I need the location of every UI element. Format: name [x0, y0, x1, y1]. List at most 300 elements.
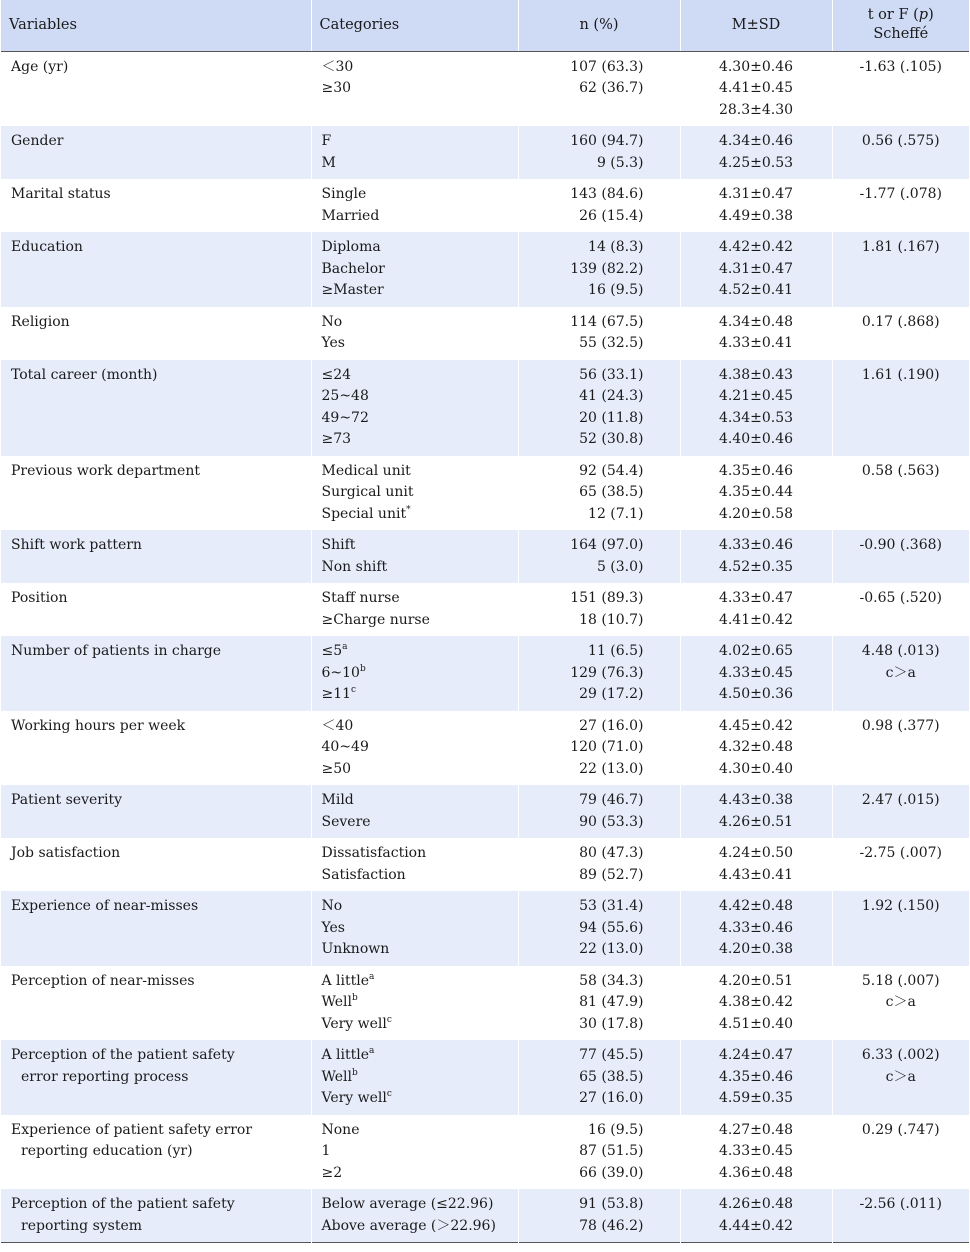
- mean-sd-value: 4.49±0.38: [718, 207, 794, 224]
- categories-cell: [311, 785, 518, 838]
- category-label: ≥11: [321, 686, 352, 702]
- n-percent-value: 52 (30.8): [579, 431, 644, 447]
- mean-sd-value: 4.41±0.45: [718, 80, 794, 96]
- n-percent-cell: [518, 126, 680, 179]
- category-label: F: [321, 133, 332, 149]
- n-percent-value: 14 (8.3): [588, 239, 644, 255]
- variable-name: Perception of the patient safety: [11, 1196, 235, 1212]
- n-percent-value: 77 (45.5): [579, 1047, 644, 1063]
- category-label: 40~49: [321, 739, 369, 755]
- mean-sd-value: 4.26±0.51: [718, 813, 794, 830]
- mean-sd-value: 4.43±0.41: [718, 866, 794, 883]
- mean-sd-cell: [680, 1189, 832, 1243]
- table-row: [1, 360, 969, 456]
- mean-sd-value: 4.33±0.46: [718, 537, 794, 553]
- category-label: ＜30: [321, 58, 354, 75]
- mean-sd-value: 4.36±0.48: [718, 1164, 794, 1181]
- categories-cell: [311, 360, 518, 456]
- variable-name: reporting education (yr): [21, 1143, 193, 1159]
- variable-name: Perception of near-misses: [11, 972, 195, 989]
- n-percent-value: 56 (33.1): [579, 366, 644, 383]
- n-percent-value: 27 (16.0): [579, 1090, 644, 1106]
- categories-cell: [311, 530, 518, 583]
- header-test-line2: Scheffé: [873, 26, 929, 43]
- table-row: [1, 51, 969, 126]
- n-percent-value: 92 (54.4): [579, 462, 644, 479]
- category-label: 6~10: [321, 664, 360, 681]
- mean-sd-value: 4.45±0.42: [718, 717, 794, 734]
- test-statistic-value: 1.81 (.167): [861, 239, 940, 255]
- category-label: Well: [321, 994, 352, 1010]
- n-percent-value: 18 (10.7): [579, 611, 644, 628]
- category-item: [322, 1067, 510, 1089]
- table-row: [1, 711, 969, 786]
- variable-cell: [1, 232, 311, 307]
- table-row: [1, 966, 969, 1041]
- categories-cell: [311, 711, 518, 786]
- category-superscript: *: [406, 504, 411, 515]
- category-item: [322, 1194, 510, 1216]
- variable-cell: [1, 1115, 311, 1190]
- category-item: [322, 504, 510, 526]
- test-statistic-value: -1.63 (.105): [859, 58, 942, 75]
- mean-sd-value: 4.24±0.47: [718, 1047, 794, 1063]
- category-label: Staff nurse: [321, 590, 400, 606]
- mean-sd-cell: [680, 179, 832, 232]
- table-row: [1, 1115, 969, 1190]
- categories-cell: [311, 179, 518, 232]
- test-statistic-cell: [832, 583, 969, 636]
- table-row: [1, 1189, 969, 1243]
- category-item: [322, 57, 510, 79]
- category-item: [322, 482, 510, 504]
- n-percent-value: 89 (52.7): [579, 866, 644, 883]
- variable-name: Marital status: [11, 186, 111, 202]
- variable-cell: [1, 785, 311, 838]
- mean-sd-cell: [680, 51, 832, 126]
- variable-name: reporting system: [21, 1217, 143, 1234]
- category-label: Yes: [321, 919, 345, 936]
- n-percent-value: 87 (51.5): [579, 1143, 644, 1159]
- variable-name: Religion: [11, 313, 70, 330]
- variable-name: Perception of the patient safety: [11, 1047, 235, 1063]
- n-percent-value: 41 (24.3): [579, 388, 644, 404]
- category-item: [322, 759, 510, 781]
- test-statistic-value: c＞a: [885, 664, 916, 681]
- test-statistic-cell: [832, 51, 969, 126]
- category-item: [322, 184, 510, 206]
- test-statistic-value: -2.56 (.011): [859, 1196, 942, 1212]
- test-statistic-value: 1.61 (.190): [861, 366, 940, 383]
- mean-sd-value: 4.52±0.35: [718, 558, 794, 575]
- category-label: Single: [321, 186, 367, 202]
- variable-cell: [1, 1040, 311, 1115]
- test-statistic-cell: [832, 966, 969, 1041]
- header-mean-sd: M±SD: [680, 0, 832, 51]
- n-percent-value: 107 (63.3): [570, 58, 644, 75]
- header-variables: Variables: [1, 0, 311, 51]
- mean-sd-cell: [680, 530, 832, 583]
- n-percent-value: 90 (53.3): [579, 813, 644, 830]
- test-statistic-cell: [832, 1115, 969, 1190]
- variable-cell: [1, 360, 311, 456]
- mean-sd-value: 4.20±0.38: [718, 941, 794, 957]
- mean-sd-cell: [680, 1115, 832, 1190]
- category-label: M: [321, 154, 336, 171]
- variable-cell: [1, 51, 311, 126]
- mean-sd-value: 4.33±0.41: [718, 335, 794, 351]
- category-label: ≥Master: [321, 282, 384, 298]
- category-label: Unknown: [321, 941, 390, 957]
- category-item: [322, 992, 510, 1014]
- n-percent-cell: [518, 636, 680, 711]
- test-statistic-cell: [832, 1040, 969, 1115]
- n-percent-cell: [518, 1040, 680, 1115]
- categories-cell: [311, 126, 518, 179]
- variable-name: Experience of near-misses: [11, 898, 199, 914]
- category-item: [322, 865, 510, 887]
- n-percent-value: 11 (6.5): [588, 643, 644, 659]
- category-item: [322, 259, 510, 281]
- test-statistic-cell: [832, 636, 969, 711]
- statistics-table: [1, 0, 969, 1243]
- categories-cell: [311, 838, 518, 891]
- n-percent-value: 9 (5.3): [596, 154, 644, 171]
- category-item: [322, 843, 510, 865]
- categories-cell: [311, 456, 518, 531]
- table-row: [1, 232, 969, 307]
- category-label: No: [321, 313, 343, 330]
- category-label: ≥73: [321, 431, 352, 447]
- category-item: [322, 535, 510, 557]
- mean-sd-value: 4.51±0.40: [718, 1015, 794, 1032]
- category-label: ≥2: [321, 1164, 343, 1181]
- header-row: [1, 0, 969, 51]
- categories-cell: [311, 1040, 518, 1115]
- mean-sd-value: 28.3±4.30: [718, 101, 794, 118]
- categories-cell: [311, 966, 518, 1041]
- category-label: Yes: [321, 335, 345, 351]
- n-percent-cell: [518, 530, 680, 583]
- variable-name: Patient severity: [11, 792, 122, 808]
- category-item: [322, 1045, 510, 1067]
- mean-sd-value: 4.35±0.44: [718, 484, 794, 500]
- category-superscript: a: [369, 971, 375, 982]
- mean-sd-value: 4.33±0.45: [718, 1143, 794, 1159]
- category-superscript: a: [369, 1046, 375, 1056]
- category-label: Very well: [321, 1090, 387, 1106]
- mean-sd-value: 4.33±0.47: [718, 590, 794, 606]
- category-label: ≥50: [321, 760, 352, 777]
- n-percent-value: 55 (32.5): [579, 335, 644, 351]
- category-item: [322, 790, 510, 812]
- n-percent-value: 81 (47.9): [579, 994, 644, 1010]
- mean-sd-value: 4.26±0.48: [718, 1196, 794, 1212]
- test-statistic-value: 0.17 (.868): [861, 313, 940, 330]
- n-percent-cell: [518, 891, 680, 966]
- category-item: [322, 812, 510, 834]
- test-statistic-value: -2.75 (.007): [859, 845, 942, 861]
- n-percent-value: 12 (7.1): [588, 505, 644, 522]
- mean-sd-cell: [680, 838, 832, 891]
- mean-sd-value: 4.42±0.48: [718, 898, 794, 914]
- category-label: ≥Charge nurse: [321, 611, 430, 628]
- mean-sd-value: 4.35±0.46: [718, 1068, 794, 1085]
- category-item: [322, 386, 510, 408]
- test-statistic-value: -1.77 (.078): [859, 186, 942, 202]
- test-statistic-value: 0.56 (.575): [861, 133, 940, 149]
- variable-cell: [1, 307, 311, 360]
- table-row: [1, 307, 969, 360]
- n-percent-value: 62 (36.7): [579, 80, 644, 96]
- category-label: Severe: [321, 813, 371, 830]
- category-label: Special unit: [321, 505, 407, 522]
- n-percent-value: 27 (16.0): [579, 717, 644, 734]
- n-percent-cell: [518, 232, 680, 307]
- variable-cell: [1, 838, 311, 891]
- category-label: A little: [321, 972, 370, 989]
- variable-name: Job satisfaction: [11, 845, 121, 861]
- variable-cell: [1, 636, 311, 711]
- table-row: [1, 530, 969, 583]
- n-percent-value: 143 (84.6): [570, 186, 644, 202]
- category-label: Very well: [321, 1015, 387, 1032]
- header-test-statistic: [832, 0, 969, 51]
- n-percent-cell: [518, 1189, 680, 1243]
- category-label: Medical unit: [321, 462, 411, 479]
- n-percent-value: 120 (71.0): [570, 739, 644, 755]
- mean-sd-value: 4.34±0.53: [718, 409, 794, 426]
- table-row: [1, 1040, 969, 1115]
- n-percent-value: 91 (53.8): [579, 1196, 644, 1212]
- test-statistic-value: c＞a: [885, 1068, 916, 1085]
- mean-sd-value: 4.38±0.42: [718, 994, 794, 1010]
- n-percent-value: 5 (3.0): [596, 558, 644, 575]
- variable-name: Position: [11, 590, 68, 606]
- categories-cell: [311, 1115, 518, 1190]
- category-label: No: [321, 898, 343, 914]
- variable-cell: [1, 583, 311, 636]
- mean-sd-value: 4.31±0.47: [718, 186, 794, 202]
- table-row: [1, 126, 969, 179]
- n-percent-cell: [518, 838, 680, 891]
- category-item: [322, 610, 510, 632]
- category-item: [322, 663, 510, 685]
- table-row: [1, 891, 969, 966]
- n-percent-cell: [518, 179, 680, 232]
- category-item: [322, 153, 510, 175]
- categories-cell: [311, 583, 518, 636]
- category-item: [322, 312, 510, 334]
- mean-sd-value: 4.30±0.46: [718, 58, 794, 75]
- category-item: [322, 206, 510, 228]
- variable-name: Working hours per week: [11, 717, 186, 734]
- category-item: [322, 280, 510, 302]
- categories-cell: [311, 636, 518, 711]
- category-item: [322, 716, 510, 738]
- category-item: [322, 641, 510, 663]
- mean-sd-cell: [680, 636, 832, 711]
- category-label: Above average (＞22.96): [321, 1217, 496, 1234]
- category-superscript: c: [386, 1014, 392, 1025]
- variable-name: Age (yr): [11, 58, 69, 75]
- n-percent-value: 65 (38.5): [579, 484, 644, 500]
- test-statistic-value: 1.92 (.150): [861, 898, 940, 914]
- category-label: Well: [321, 1068, 352, 1085]
- n-percent-cell: [518, 583, 680, 636]
- mean-sd-value: 4.34±0.48: [718, 313, 794, 330]
- test-statistic-cell: [832, 1189, 969, 1243]
- category-label: ≤5: [321, 643, 343, 659]
- category-label: Bachelor: [321, 260, 385, 277]
- variable-name: Number of patients in charge: [11, 643, 222, 659]
- test-statistic-cell: [832, 838, 969, 891]
- category-item: [322, 1163, 510, 1185]
- category-label: 49~72: [321, 409, 369, 426]
- n-percent-value: 65 (38.5): [579, 1068, 644, 1085]
- category-item: [322, 237, 510, 259]
- n-percent-value: 160 (94.7): [570, 133, 644, 149]
- category-superscript: c: [386, 1089, 392, 1099]
- header-n-percent: n (%): [518, 0, 680, 51]
- mean-sd-value: 4.43±0.38: [718, 792, 794, 808]
- category-item: [322, 1216, 510, 1238]
- category-label: ≥30: [321, 80, 352, 96]
- category-superscript: b: [359, 663, 366, 674]
- category-label: Below average (≤22.96): [321, 1196, 494, 1212]
- mean-sd-value: 4.52±0.41: [718, 282, 794, 298]
- variable-cell: [1, 179, 311, 232]
- mean-sd-cell: [680, 232, 832, 307]
- mean-sd-cell: [680, 307, 832, 360]
- test-statistic-cell: [832, 530, 969, 583]
- test-statistic-cell: [832, 232, 969, 307]
- test-statistic-value: 0.98 (.377): [861, 717, 940, 734]
- category-label: ＜40: [321, 717, 354, 734]
- variable-name: Previous work department: [11, 462, 200, 479]
- category-item: [322, 408, 510, 430]
- mean-sd-cell: [680, 785, 832, 838]
- mean-sd-value: 4.32±0.48: [718, 739, 794, 755]
- mean-sd-value: 4.40±0.46: [718, 431, 794, 447]
- test-statistic-value: 2.47 (.015): [861, 792, 940, 808]
- test-statistic-value: 5.18 (.007): [861, 972, 940, 989]
- category-label: Non shift: [321, 558, 388, 575]
- n-percent-value: 114 (67.5): [570, 313, 644, 330]
- variable-name: error reporting process: [21, 1068, 189, 1085]
- category-label: Surgical unit: [321, 484, 414, 500]
- n-percent-value: 139 (82.2): [570, 260, 644, 277]
- mean-sd-cell: [680, 583, 832, 636]
- table-body: [1, 51, 969, 1243]
- categories-cell: [311, 1189, 518, 1243]
- variable-cell: [1, 966, 311, 1041]
- mean-sd-value: 4.25±0.53: [718, 154, 794, 171]
- category-item: [322, 737, 510, 759]
- categories-cell: [311, 232, 518, 307]
- test-statistic-cell: [832, 360, 969, 456]
- n-percent-value: 16 (9.5): [588, 1121, 644, 1138]
- mean-sd-value: 4.41±0.42: [718, 611, 794, 628]
- table-row: [1, 636, 969, 711]
- mean-sd-value: 4.33±0.46: [718, 919, 794, 936]
- test-statistic-value: -0.90 (.368): [859, 537, 942, 553]
- category-label: Satisfaction: [321, 866, 406, 883]
- n-percent-cell: [518, 966, 680, 1041]
- test-statistic-value: c＞a: [885, 994, 916, 1010]
- n-percent-value: 129 (76.3): [570, 664, 644, 681]
- category-item: [322, 1120, 510, 1142]
- variable-name: Experience of patient safety error: [11, 1121, 253, 1138]
- category-label: Shift: [321, 537, 356, 553]
- category-item: [322, 429, 510, 451]
- category-item: [322, 939, 510, 961]
- n-percent-value: 30 (17.8): [579, 1015, 644, 1032]
- n-percent-value: 16 (9.5): [588, 282, 644, 298]
- header-test-line1: t or F (p): [867, 7, 934, 24]
- test-statistic-cell: [832, 456, 969, 531]
- test-statistic-value: -0.65 (.520): [859, 590, 942, 606]
- mean-sd-cell: [680, 966, 832, 1041]
- mean-sd-cell: [680, 891, 832, 966]
- category-label: Dissatisfaction: [321, 845, 427, 861]
- mean-sd-value: 4.27±0.48: [718, 1121, 794, 1138]
- category-label: 25~48: [321, 388, 369, 404]
- mean-sd-value: 4.44±0.42: [718, 1217, 794, 1234]
- category-item: [322, 365, 510, 387]
- n-percent-cell: [518, 360, 680, 456]
- test-statistic-cell: [832, 307, 969, 360]
- variable-cell: [1, 891, 311, 966]
- variable-name: Gender: [11, 133, 64, 149]
- mean-sd-value: 4.33±0.45: [718, 664, 794, 681]
- variable-cell: [1, 126, 311, 179]
- test-statistic-cell: [832, 179, 969, 232]
- category-item: [322, 896, 510, 918]
- test-statistic-value: 0.29 (.747): [861, 1121, 940, 1138]
- n-percent-value: 66 (39.0): [579, 1164, 644, 1181]
- mean-sd-value: 4.50±0.36: [718, 686, 794, 702]
- category-label: None: [321, 1121, 360, 1138]
- categories-cell: [311, 51, 518, 126]
- n-percent-value: 29 (17.2): [579, 686, 644, 702]
- mean-sd-cell: [680, 360, 832, 456]
- table-header: [1, 0, 969, 51]
- category-superscript: b: [352, 993, 358, 1003]
- mean-sd-cell: [680, 126, 832, 179]
- n-percent-value: 78 (46.2): [579, 1217, 644, 1234]
- mean-sd-value: 4.02±0.65: [718, 643, 794, 659]
- category-label: A little: [321, 1047, 370, 1063]
- variable-cell: [1, 456, 311, 531]
- mean-sd-cell: [680, 711, 832, 786]
- n-percent-value: 80 (47.3): [579, 845, 644, 861]
- mean-sd-value: 4.21±0.45: [718, 388, 794, 404]
- test-statistic-cell: [832, 711, 969, 786]
- n-percent-value: 53 (31.4): [579, 898, 644, 914]
- test-statistic-value: 4.48 (.013): [861, 643, 940, 659]
- table-row: [1, 456, 969, 531]
- n-percent-cell: [518, 785, 680, 838]
- category-item: [322, 461, 510, 483]
- category-item: [322, 588, 510, 610]
- n-percent-value: 151 (89.3): [570, 590, 644, 606]
- category-item: [322, 557, 510, 579]
- n-percent-value: 20 (11.8): [579, 409, 644, 426]
- category-label: ≤24: [321, 366, 352, 383]
- category-item: [322, 333, 510, 355]
- variable-cell: [1, 711, 311, 786]
